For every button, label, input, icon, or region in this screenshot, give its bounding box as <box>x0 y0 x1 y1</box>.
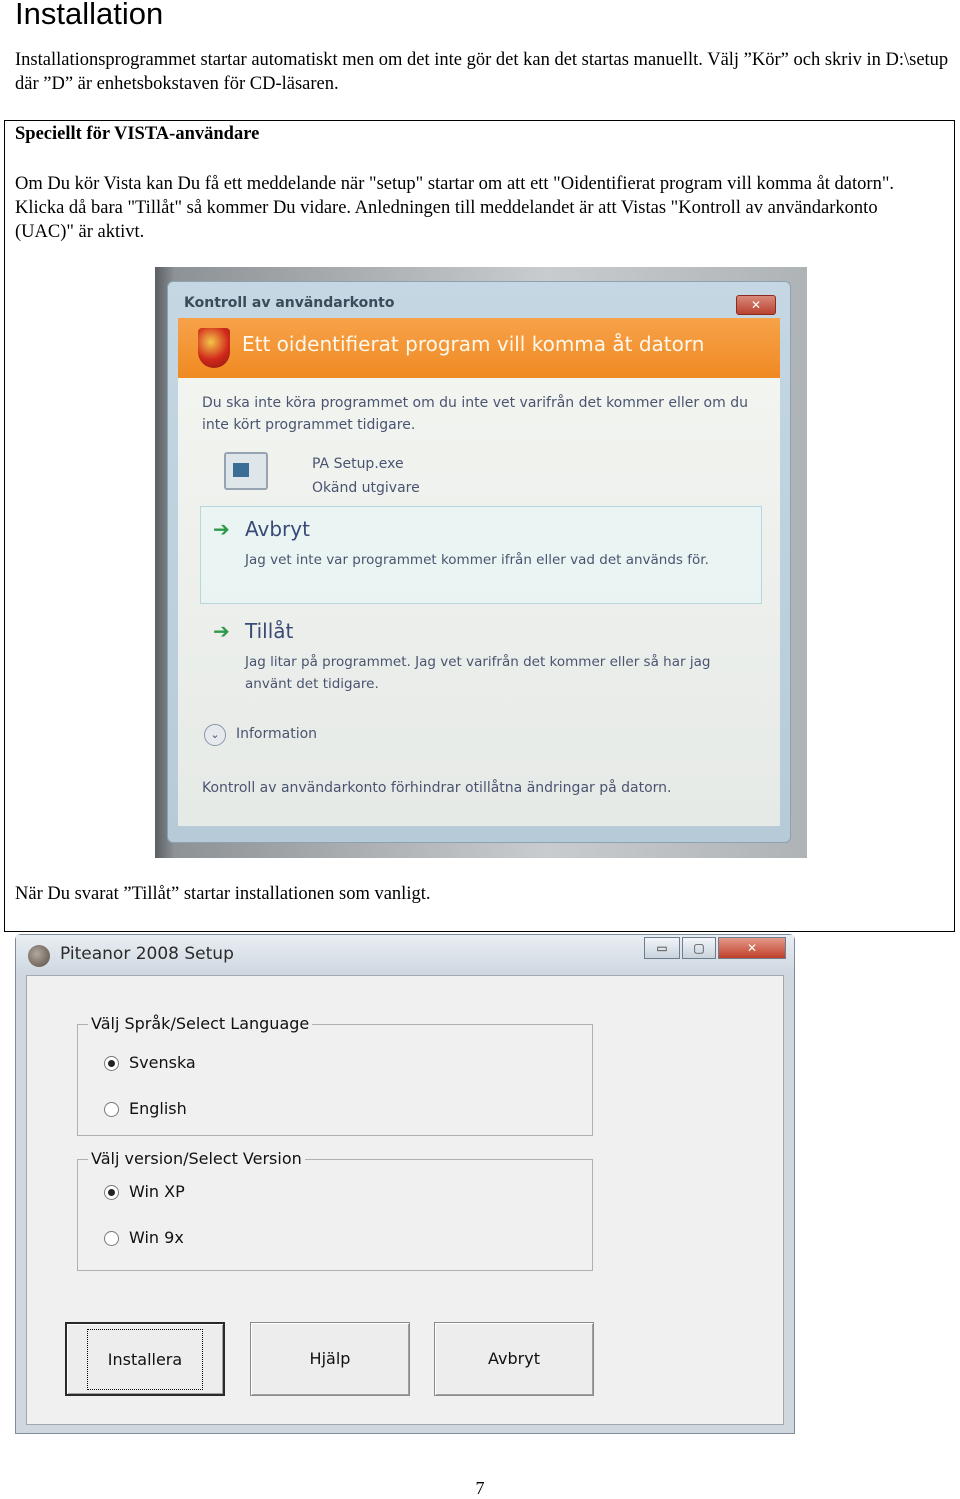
green-arrow-icon: ➔ <box>213 619 230 643</box>
uac-window <box>167 281 791 843</box>
install-button[interactable] <box>65 1322 225 1396</box>
page-number: 7 <box>475 1478 485 1498</box>
uac-headline: Ett oidentifierat program vill komma åt datorn <box>242 332 705 356</box>
version-group <box>77 1149 593 1271</box>
page-heading: Installation <box>15 0 164 31</box>
uac-content <box>178 378 780 826</box>
radio-label: Svenska <box>129 1053 196 1072</box>
setup-title: Piteanor 2008 Setup <box>60 944 234 964</box>
uac-cancel-title: Avbryt <box>245 517 310 541</box>
uac-dialog-photo <box>155 267 807 858</box>
uac-close-button[interactable]: ✕ <box>736 295 776 315</box>
uac-cancel-desc: Jag vet inte var programmet kommer ifrån eller vad det används för. <box>245 552 709 568</box>
setup-titlebar[interactable] <box>16 935 794 973</box>
uac-allow-desc: Jag litar på programmet. Jag vet varifrån det kommer eller så har jag använt det tidigare. <box>245 654 711 692</box>
shield-icon <box>198 328 230 368</box>
close-button[interactable]: ✕ <box>718 937 786 959</box>
setup-client-area <box>26 975 784 1425</box>
radio-win-xp[interactable] <box>104 1182 185 1202</box>
uac-publisher: Okänd utgivare <box>312 480 420 496</box>
language-legend: Välj Språk/Select Language <box>88 1014 312 1033</box>
uac-warning: Du ska inte köra programmet om du inte vet varifrån det kommer eller om du inte kört programmet tidigare. <box>202 395 748 433</box>
vista-note-after: När Du svarat ”Tillåt” startar installationen som vanligt. <box>15 884 431 904</box>
maximize-button[interactable]: ▢ <box>682 937 716 959</box>
uac-allow-title: Tillåt <box>245 619 294 643</box>
vista-note-title: Speciellt för VISTA-användare <box>15 124 260 144</box>
uac-app-info <box>312 452 420 500</box>
radio-unselected-icon <box>104 1231 119 1246</box>
radio-svenska[interactable] <box>104 1053 196 1073</box>
uac-footer: Kontroll av användarkonto förhindrar otillåtna ändringar på datorn. <box>202 780 672 796</box>
uac-caption: Kontroll av användarkonto <box>184 295 395 311</box>
language-group <box>77 1014 593 1136</box>
radio-win-9x[interactable] <box>104 1228 184 1248</box>
uac-information-link[interactable]: Information <box>236 726 318 742</box>
setup-window <box>15 934 795 1434</box>
vista-note-body: Om Du kör Vista kan Du få ett meddelande när "setup" startar om att ett "Oidentifierat program vill komma åt datorn". Klicka då bara "Tillåt" så kommer Du vidare. Anledningen till meddelandet är att Vistas "Kontroll av användarkonto (UAC)" är aktivt. <box>15 174 894 242</box>
help-button[interactable] <box>250 1322 410 1396</box>
chevron-down-icon[interactable]: ⌄ <box>204 724 226 746</box>
minimize-button[interactable]: ▭ <box>644 937 680 959</box>
install-button-label: Installera <box>107 1350 183 1369</box>
version-legend: Välj version/Select Version <box>88 1149 305 1168</box>
radio-selected-icon <box>104 1185 119 1200</box>
cancel-button-label: Avbryt <box>488 1349 540 1368</box>
uac-allow-option[interactable] <box>200 608 762 706</box>
application-icon <box>224 452 268 490</box>
uac-cancel-option[interactable] <box>200 506 762 604</box>
uac-banner <box>178 318 780 378</box>
radio-label: English <box>129 1099 187 1118</box>
radio-english[interactable] <box>104 1099 187 1119</box>
radio-label: Win XP <box>129 1182 185 1201</box>
cancel-button[interactable] <box>434 1322 594 1396</box>
green-arrow-icon: ➔ <box>213 517 230 541</box>
uac-app-name: PA Setup.exe <box>312 456 404 472</box>
radio-selected-icon <box>104 1056 119 1071</box>
app-icon <box>28 945 50 967</box>
radio-label: Win 9x <box>129 1228 184 1247</box>
help-button-label: Hjälp <box>309 1349 351 1368</box>
intro-text: Installationsprogrammet startar automatiskt men om det inte gör det kan det startas manuellt. Välj ”Kör” och skriv in D:\setup där ”D” är enhetsbokstaven för CD-läsaren. <box>15 50 949 94</box>
vista-note-box <box>4 120 955 932</box>
radio-unselected-icon <box>104 1102 119 1117</box>
